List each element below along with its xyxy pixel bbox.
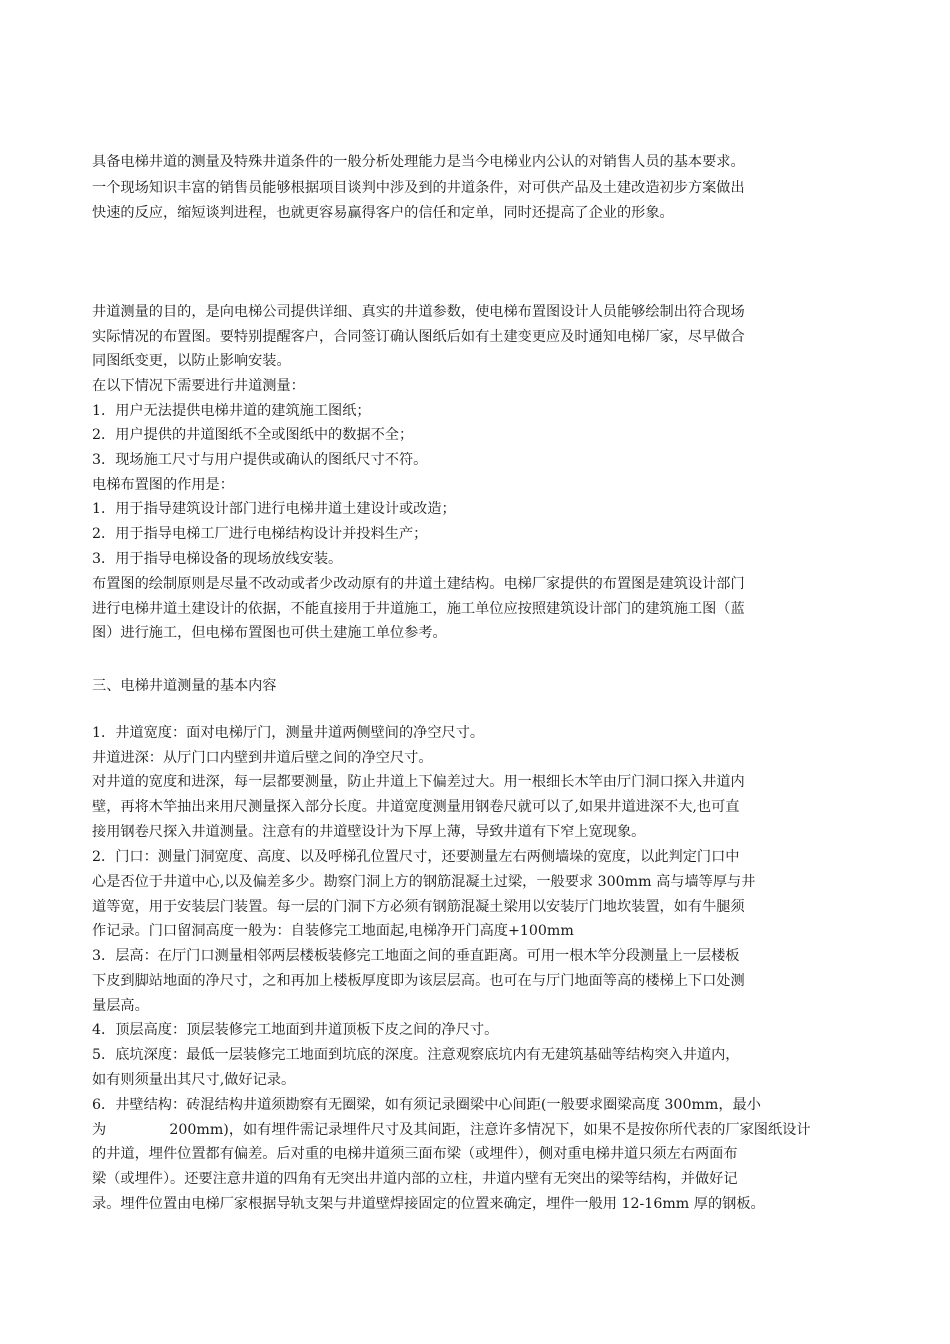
purpose-line: 进行电梯井道土建设计的依据，不能直接用于井道施工，施工单位应按照建筑设计部门的建筑施工图（蓝: [92, 601, 745, 617]
section3-line: 1．井道宽度：面对电梯厅门，测量井道两侧壁间的净空尺寸。: [92, 725, 485, 741]
purpose-list-item: 1．用户无法提供电梯井道的建筑施工图纸；: [92, 403, 371, 419]
purpose-line: 实际情况的布置图。要特别提醒客户，合同签订确认图纸后如有土建变更应及时通知电梯厂家，尽早做合: [92, 329, 745, 345]
section3-line: 的井道，埋件位置都有偏差。后对重的电梯井道须三面布梁（或埋件），侧对重电梯井道只须左右两面布: [92, 1146, 738, 1162]
purpose-line: 图）进行施工，但电梯布置图也可供土建施工单位参考。: [92, 625, 447, 641]
section3-line: 为 200mm)，如有埋件需记录埋件尺寸及其间距，注意许多情况下，如果不是按你所代表的厂家图纸设计: [92, 1122, 811, 1138]
section3-line: 如有则须量出其尺寸,做好记录。: [92, 1072, 296, 1088]
section3-line: 壁，再将木竿抽出来用尺测量探入部分长度。井道宽度测量用钢卷尺就可以了,如果井道进深不大,也可直: [92, 799, 740, 815]
section3-line: 5．底坑深度：最低一层装修完工地面到坑底的深度。注意观察底坑内有无建筑基础等结构突入井道内，: [92, 1047, 740, 1063]
section3-line: 道等宽，用于安装层门装置。每一层的门洞下方必须有钢筋混凝土梁用以安装厅门地坎装置，如有牛腿须: [92, 899, 745, 915]
purpose-list-item: 1．用于指导建筑设计部门进行电梯井道土建设计或改造；: [92, 501, 456, 517]
section3-line: 3．层高：在厅门口测量相邻两层楼板装修完工地面之间的垂直距离。可用一根木竿分段测量上一层楼板: [92, 948, 740, 964]
section3-line: 量层高。: [92, 998, 149, 1014]
section3-line: 梁（或埋件）。还要注意井道的四角有无突出井道内部的立柱，井道内壁有无突出的梁等结构，并做好记: [92, 1171, 738, 1187]
section3-line: 4．顶层高度：顶层装修完工地面到井道顶板下皮之间的净尺寸。: [92, 1022, 499, 1038]
section3-line: 录。埋件位置由电梯厂家根据导轨支架与井道壁焊接固定的位置来确定，埋件一般用 12-16mm 厚的钢板。: [92, 1196, 765, 1212]
section-heading: 三、电梯井道测量的基本内容: [92, 678, 277, 694]
purpose-line: 同图纸变更，以防止影响安装。: [92, 353, 291, 369]
section3-line: 井道进深：从厅门口内壁到井道后壁之间的净空尺寸。: [92, 750, 433, 766]
purpose-line: 井道测量的目的，是向电梯公司提供详细、真实的井道参数，使电梯布置图设计人员能够绘制出符合现场: [92, 304, 745, 320]
purpose-list-item: 2．用于指导电梯工厂进行电梯结构设计并投料生产；: [92, 526, 428, 542]
purpose-line: 在以下情况下需要进行井道测量：: [92, 378, 305, 394]
intro-line: 具备电梯井道的测量及特殊井道条件的一般分析处理能力是当今电梯业内公认的对销售人员的基本要求。: [92, 154, 745, 170]
section3-line: 2．门口：测量门洞宽度、高度、以及呼梯孔位置尺寸，还要测量左右两侧墙垛的宽度，以此判定门口中: [92, 849, 740, 865]
section3-line: 作记录。门口留洞高度一般为：自装修完工地面起,电梯净开门高度+100mm: [92, 923, 574, 939]
intro-line: 快速的反应，缩短谈判进程，也就更容易赢得客户的信任和定单，同时还提高了企业的形象。: [92, 205, 674, 221]
purpose-line: 布置图的绘制原则是尽量不改动或者少改动原有的井道土建结构。电梯厂家提供的布置图是建筑设计部门: [92, 576, 745, 592]
section3-line: 心是否位于井道中心,以及偏差多少。勘察门洞上方的钢筋混凝土过梁，一般要求 300mm 高与墙等厚与井: [92, 874, 756, 890]
purpose-list-item: 3．用于指导电梯设备的现场放线安装。: [92, 551, 343, 567]
purpose-list-item: 2．用户提供的井道图纸不全或图纸中的数据不全；: [92, 427, 414, 443]
purpose-list-item: 3．现场施工尺寸与用户提供或确认的图纸尺寸不符。: [92, 452, 428, 468]
intro-line: 一个现场知识丰富的销售员能够根据项目谈判中涉及到的井道条件，对可供产品及土建改造初步方案做出: [92, 180, 745, 196]
section3-line: 对井道的宽度和进深，每一层都要测量，防止井道上下偏差过大。用一根细长木竿由厅门洞口探入井道内: [92, 774, 745, 790]
section3-line: 6．井壁结构：砖混结构井道须勘察有无圈梁，如有须记录圈梁中心间距(一般要求圈梁高度 300mm，最小: [92, 1097, 761, 1113]
section3-line: 下皮到脚站地面的净尺寸，之和再加上楼板厚度即为该层层高。也可在与厅门地面等高的楼梯上下口处测: [92, 973, 745, 989]
purpose-line: 电梯布置图的作用是：: [92, 477, 234, 493]
section3-line: 接用钢卷尺探入井道测量。注意有的井道壁设计为下厚上薄，导致井道有下窄上宽现象。: [92, 824, 646, 840]
